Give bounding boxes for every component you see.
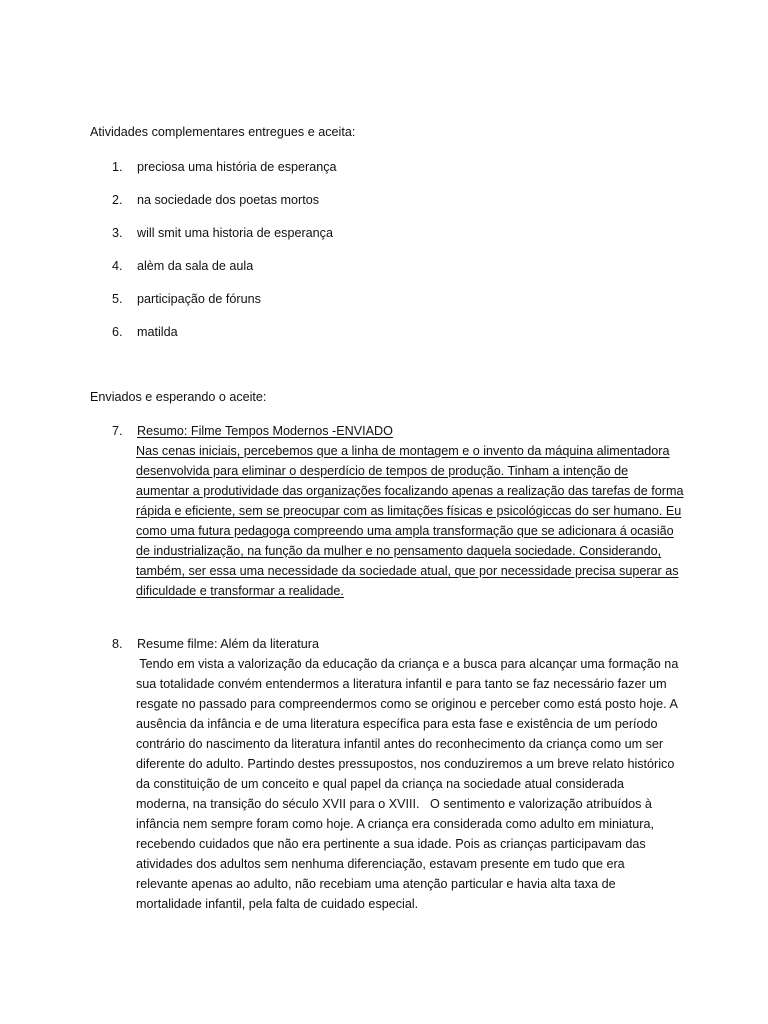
list-item: participação de fóruns [137,292,261,306]
summary-line: desenvolvida para eliminar o desperdício de tempos de produção. Tinham a intenção de [136,464,629,478]
list-item-number: 6. [112,325,123,339]
summary-line: Nas cenas iniciais, percebemos que a linha de montagem e o invento da máquina alimentadora [136,444,670,458]
summary-line: resgate no passado para compreendermos como se originou e perceber como está posto hoje. A [136,697,678,711]
summary-line: rápida e eficiente, sem se preocupar com as limitações físicas e psicológiccas do ser humano. Eu [136,504,682,518]
summary-line: também, ser essa uma necessidade da sociedade atual, que por necessidade precisa superar as [136,564,679,578]
list-item: will smit uma historia de esperança [137,226,333,240]
summary-line: mortalidade infantil, pela falta de cuidado especial. [136,897,419,911]
summary-line: atividades dos adultos sem nenhuma diferenciação, estavam presente em tudo que era [136,857,625,871]
list-item: alèm da sala de aula [137,259,254,273]
summary-line: relevante apenas ao adulto, não recebiam uma atenção particular e havia alta taxa de [136,877,616,891]
summary-line: diferente do adulto. Partindo destes pressupostos, nos conduziremos a um breve relato histórico [136,757,675,771]
summary-line: infância nem sempre foram como hoje. A criança era considerada como adulto em miniatura, [136,817,655,831]
summary-line: ausência da infância e de uma literatura específica para esta fase e existência de um período [136,717,658,731]
summary-line: recebendo cuidados que não era pertinente a sua idade. Pois as crianças participavam das [136,837,646,851]
list-item-number: 7. [112,424,123,438]
list-item-number: 8. [112,637,123,651]
summary-title: Resume filme: Além da literatura [137,637,319,651]
list-item: na sociedade dos poetas mortos [137,193,320,207]
summary-line: como uma futura pedagoga compreendo uma ampla transformação que se adicionara á ocasião [136,524,674,538]
section-heading-accepted: Atividades complementares entregues e aceita: [90,125,356,139]
summary-line: moderna, na transição do século XVII para o XVIII. O sentimento e valorização atribuídos à [136,797,652,811]
list-item-number: 2. [112,193,123,207]
summary-line: sua totalidade convém entendermos a literatura infantil e para tanto se faz necessário fazer um [136,677,667,691]
section-heading-pending: Enviados e esperando o aceite: [90,390,267,404]
summary-line: aumentar a produtividade das organizações focalizando apenas a realização das tarefas de forma [136,484,684,498]
summary-title: Resumo: Filme Tempos Modernos -ENVIADO [137,424,393,438]
list-item-number: 1. [112,160,123,174]
summary-line: contrário do nascimento da literatura infantil antes do reconhecimento da criança como um ser [136,737,664,751]
list-item: preciosa uma história de esperança [137,160,337,174]
summary-line: dificuldade e transformar a realidade. [136,584,344,598]
summary-line: de industrialização, na função da mulher e no pensamento daquela sociedade. Considerando, [136,544,662,558]
list-item: matilda [137,325,178,339]
summary-line: da constituição de um conceito e qual papel da criança na sociedade atual considerada [136,777,624,791]
list-item-number: 4. [112,259,123,273]
list-item-number: 5. [112,292,123,306]
list-item-number: 3. [112,226,123,240]
summary-line: Tendo em vista a valorização da educação da criança e a busca para alcançar uma formação na [136,657,679,671]
